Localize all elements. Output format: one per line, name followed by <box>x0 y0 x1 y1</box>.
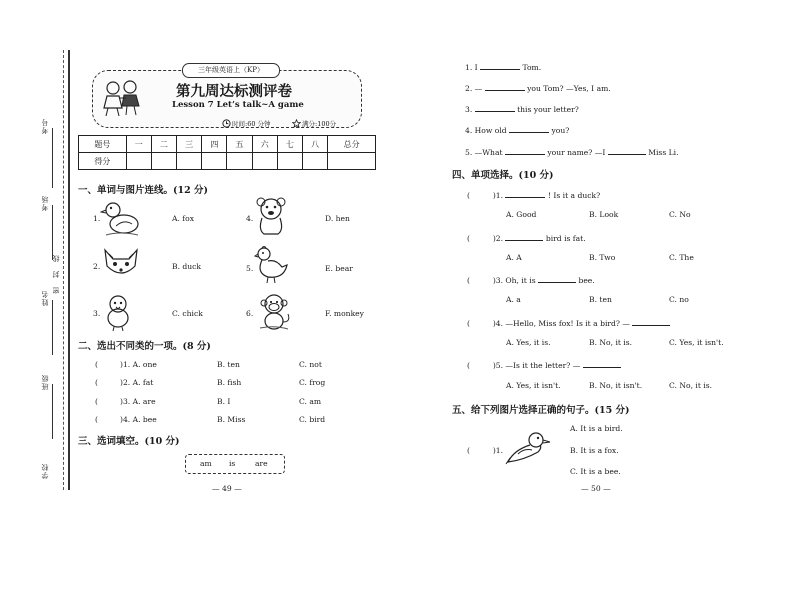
answer-paren: ( <box>467 319 470 328</box>
choice-3-opt-c: C. no <box>669 295 689 304</box>
match-num-4: 4. <box>246 214 254 223</box>
section2-q3-b: B. I <box>217 397 231 406</box>
section2-q3-c: C. am <box>299 397 322 406</box>
choice-1-opt-a: A. Good <box>506 210 537 219</box>
fill-blank-4[interactable] <box>509 124 549 133</box>
section2-title: 二、选出不同类的一项。(8 分) <box>78 341 211 352</box>
choice-5-opt-a: A. Yes, it isn't. <box>506 381 561 390</box>
choice-2-opt-c: C. The <box>669 253 694 262</box>
match-word-f: F. monkey <box>325 309 364 318</box>
underline-exam-room <box>52 205 53 260</box>
score-table <box>78 135 376 170</box>
score-icon <box>292 119 301 128</box>
time-limit: 时间:60 分钟 <box>232 120 271 128</box>
choice-item-5 <box>467 359 621 370</box>
choice-q-3-post: bee. <box>578 276 595 285</box>
score-cell: 总分 <box>328 136 376 153</box>
choice-q-2-post: bird is fat. <box>545 234 586 243</box>
score-input-cell[interactable] <box>126 153 151 170</box>
choice-q-4: )4. —Hello, Miss fox! Is it a bird? — <box>492 319 630 328</box>
section2-q1-b: B. ten <box>217 360 240 369</box>
score-input-cell[interactable] <box>277 153 302 170</box>
label-seal-mi: 密 <box>52 286 60 294</box>
fill-item-2 <box>465 82 611 93</box>
fill-item-5 <box>465 146 679 157</box>
monkey-icon <box>254 292 292 332</box>
fill-blank-5b[interactable] <box>608 146 646 155</box>
full-score: 满分:100分 <box>302 120 337 128</box>
kids-illustration-icon <box>100 78 146 118</box>
answer-paren: ( <box>467 191 470 200</box>
fill-item-4-pre: 4. How old <box>465 126 507 135</box>
score-cell: 五 <box>227 136 252 153</box>
answer-paren: ( <box>95 397 98 406</box>
picture-item-1 <box>467 446 503 455</box>
chick-icon <box>102 292 134 332</box>
header-series: 三年级英语上（KP） <box>198 66 264 74</box>
fill-item-4-post: you? <box>551 126 570 135</box>
score-input-cell[interactable] <box>227 153 252 170</box>
match-word-a: A. fox <box>172 214 194 223</box>
choice-q-5: )5. —Is it the letter? — <box>492 361 581 370</box>
score-cell: 题号 <box>79 136 127 153</box>
fill-item-1-pre: 1. I <box>465 63 478 72</box>
bear-icon <box>254 196 288 236</box>
header-series-tab <box>182 63 280 78</box>
choice-item-3 <box>467 274 595 285</box>
page-number-left: — 49 — <box>212 484 242 493</box>
choice-blank-3[interactable] <box>538 274 576 283</box>
fill-item-5-post: Miss Li. <box>648 148 679 157</box>
answer-paren: ( <box>95 378 98 387</box>
score-cell: 三 <box>177 136 202 153</box>
label-exam-number: 考号 <box>41 118 49 134</box>
match-word-e: E. bear <box>325 264 353 273</box>
match-num-3: 3. <box>93 309 101 318</box>
score-table-score-row <box>79 153 376 170</box>
choice-4-opt-a: A. Yes, it is. <box>506 338 551 347</box>
choice-1-opt-c: C. No <box>669 210 691 219</box>
choice-2-opt-a: A. A <box>506 253 522 262</box>
label-school: 学校 <box>41 463 49 479</box>
section5-title: 五、给下列图片选择正确的句子。(15 分) <box>452 405 630 416</box>
fill-item-2-pre: 2. — <box>465 84 483 93</box>
section3-title: 三、选词填空。(10 分) <box>78 436 180 447</box>
section2-q4-b: B. Miss <box>217 415 246 424</box>
picture-opt-a: A. It is a bird. <box>570 424 623 433</box>
score-input-cell[interactable] <box>303 153 328 170</box>
choice-q-3: )3. Oh, it is <box>492 276 536 285</box>
answer-paren: ( <box>467 234 470 243</box>
clock-icon <box>222 119 231 128</box>
picture-opt-c: C. It is a bee. <box>570 467 621 476</box>
lesson-title: Lesson 7 Let’s talk~A game <box>172 100 304 110</box>
score-input-cell[interactable] <box>151 153 176 170</box>
fill-blank-5a[interactable] <box>505 146 545 155</box>
label-seal-xian: 线 <box>52 254 60 262</box>
page-title: 第九周达标测评卷 <box>176 83 292 100</box>
fill-item-3-post: this your letter? <box>517 105 579 114</box>
section4-title: 四、单项选择。(10 分) <box>452 170 554 181</box>
fill-item-3 <box>465 103 579 114</box>
word-bank-word: is <box>229 459 236 468</box>
choice-4-opt-c: C. Yes, it isn't. <box>669 338 724 347</box>
binding-dashed-line <box>63 50 64 490</box>
underline-name <box>52 300 53 355</box>
match-num-1: 1. <box>93 214 101 223</box>
section1-title: 一、单词与图片连线。(12 分) <box>78 185 209 196</box>
picture-opt-b: B. It is a fox. <box>570 446 619 455</box>
answer-paren: ( <box>467 361 470 370</box>
section2-q3: )3. A. are <box>120 397 156 406</box>
choice-3-opt-b: B. ten <box>589 295 612 304</box>
bird-icon <box>504 428 554 468</box>
section2-q2: )2. A. fat <box>120 378 154 387</box>
fill-blank-3[interactable] <box>475 103 515 112</box>
score-cell: 四 <box>202 136 227 153</box>
match-word-c: C. chick <box>172 309 203 318</box>
answer-paren: ( <box>95 360 98 369</box>
choice-4-opt-b: B. No, it is. <box>589 338 633 347</box>
match-num-2: 2. <box>93 262 101 271</box>
score-input-cell[interactable] <box>252 153 277 170</box>
score-cell: 八 <box>303 136 328 153</box>
fill-item-1 <box>465 61 541 72</box>
section2-q1-c: C. not <box>299 360 322 369</box>
score-cell: 一 <box>126 136 151 153</box>
label-exam-room: 考场 <box>41 195 49 211</box>
choice-item-2 <box>467 232 586 243</box>
answer-paren: ( <box>467 446 470 455</box>
page-number-right: — 50 — <box>581 484 611 493</box>
choice-item-4 <box>467 317 670 328</box>
fill-item-3-pre: 3. <box>465 105 473 114</box>
fox-icon <box>101 246 141 282</box>
picture-item-num: )1. <box>492 446 504 455</box>
choice-q-1: )1. <box>492 191 504 200</box>
answer-paren: ( <box>95 415 98 424</box>
choice-blank-5[interactable] <box>583 359 621 368</box>
score-input-cell[interactable] <box>202 153 227 170</box>
binding-solid-line <box>68 50 70 490</box>
score-table-header-row <box>79 136 376 153</box>
choice-blank-4[interactable] <box>632 317 670 326</box>
fill-item-5-pre: 5. —What <box>465 148 503 157</box>
choice-blank-2[interactable] <box>505 232 543 241</box>
score-input-cell[interactable] <box>328 153 376 170</box>
section2-q4: )4. A. bee <box>120 415 157 424</box>
section2-q2-c: C. frog <box>299 378 326 387</box>
section2-q4-c: C. bird <box>299 415 326 424</box>
match-word-d: D. hen <box>325 214 350 223</box>
match-word-b: B. duck <box>172 262 202 271</box>
score-cell: 六 <box>252 136 277 153</box>
answer-paren: ( <box>467 276 470 285</box>
fill-blank-1[interactable] <box>480 61 520 70</box>
choice-blank-1[interactable] <box>505 189 545 198</box>
choice-2-opt-b: B. Two <box>589 253 616 262</box>
duck-icon <box>100 197 142 239</box>
fill-item-5-mid: your name? —I <box>547 148 606 157</box>
fill-item-4 <box>465 124 569 135</box>
choice-1-opt-b: B. Look <box>589 210 619 219</box>
match-num-6: 6. <box>246 309 254 318</box>
choice-5-opt-b: B. No, it isn't. <box>589 381 643 390</box>
label-seal-feng: 封 <box>52 270 60 278</box>
score-input-cell[interactable] <box>177 153 202 170</box>
choice-5-opt-c: C. No, it is. <box>669 381 713 390</box>
score-cell: 二 <box>151 136 176 153</box>
choice-3-opt-a: A. a <box>506 295 521 304</box>
underline-class <box>52 384 53 439</box>
hen-icon <box>254 245 290 285</box>
label-class: 班级 <box>41 374 49 390</box>
word-bank-word: am <box>200 459 212 468</box>
score-cell: 七 <box>277 136 302 153</box>
section2-q2-b: B. fish <box>217 378 242 387</box>
section2-q1: )1. A. one <box>120 360 157 369</box>
choice-q-1-post: ! Is it a duck? <box>547 191 601 200</box>
score-cell: 得分 <box>79 153 127 170</box>
fill-item-2-post: you Tom? —Yes, I am. <box>527 84 611 93</box>
choice-item-1 <box>467 189 600 200</box>
word-bank-word: are <box>255 459 268 468</box>
choice-q-2: )2. <box>492 234 504 243</box>
fill-item-1-post: Tom. <box>522 63 542 72</box>
match-num-5: 5. <box>246 264 254 273</box>
fill-blank-2[interactable] <box>485 82 525 91</box>
label-name: 姓名 <box>41 290 49 306</box>
underline-exam-number <box>52 128 53 188</box>
